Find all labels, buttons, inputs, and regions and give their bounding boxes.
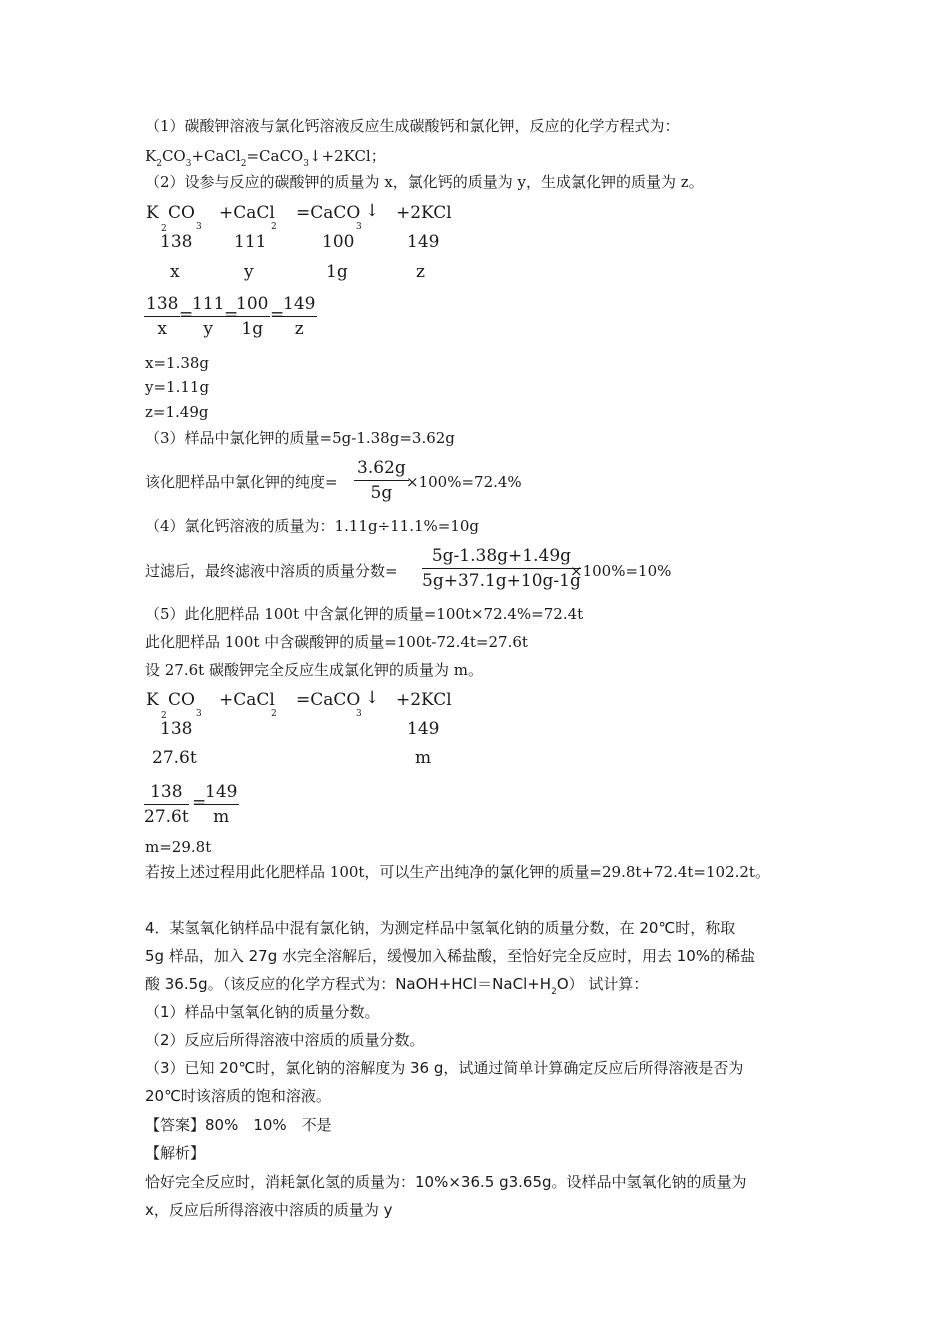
denominator: 5g+37.1g+10g-1g — [422, 571, 581, 591]
q4-question3-cont: 20℃时该溶质的饱和溶液。 — [145, 1087, 331, 1105]
eq-sub: 2 — [240, 159, 247, 169]
result-z: z=1.49g — [145, 403, 209, 421]
result-x: x=1.38g — [145, 354, 210, 372]
var-value: m — [415, 748, 432, 768]
eq-k: K — [146, 203, 159, 223]
down-arrow-icon: ↓ — [365, 688, 380, 708]
mass-value: 111 — [234, 232, 267, 252]
eq-cacl: +CaCl — [191, 147, 241, 165]
eq-cacl: +CaCl — [219, 203, 275, 223]
step4-text: （4）氯化钙溶液的质量为：1.11g÷11.1%=10g — [145, 517, 480, 535]
q4-question1: （1）样品中氢氧化钠的质量分数。 — [145, 1003, 380, 1021]
fraction-suffix: ×100%=10% — [570, 562, 672, 580]
eq-kcl: ↓+2KCl； — [308, 147, 386, 165]
step3-text: （3）样品中氯化钾的质量=5g-1.38g=3.62g — [145, 429, 455, 447]
q4-stem-text: O） 试计算： — [556, 975, 649, 993]
eq-sub: 3 — [196, 709, 202, 719]
step1-equation — [145, 146, 386, 169]
eq-kcl: +2KCl — [396, 203, 452, 223]
mass-value: 149 — [407, 232, 440, 252]
var-value: y — [244, 262, 254, 282]
eq-co: CO — [168, 690, 195, 710]
eq-k: K — [146, 690, 159, 710]
fraction — [203, 780, 239, 829]
q4-stem-text: 酸 36.5g。（该反应的化学方程式为：NaOH+HCl＝NaCl+H — [145, 975, 552, 993]
q4-question3: （3）已知 20℃时，氯化钠的溶解度为 36 g，试通过简单计算确定反应后所得溶液是否为 — [145, 1059, 744, 1077]
numerator: 100 — [234, 292, 270, 317]
var-value: 1g — [326, 262, 348, 282]
eq-sub: 2 — [156, 159, 162, 169]
fraction — [144, 780, 189, 829]
eq-sub: 2 — [551, 987, 557, 997]
down-arrow-icon: ↓ — [365, 201, 380, 221]
eq-caco: =CaCO — [246, 147, 304, 165]
q4-stem-line1: 4．某氢氧化钠样品中混有氯化钠，为测定样品中氢氧化钠的质量分数，在 20℃时，称取 — [145, 919, 736, 937]
numerator: 138 — [144, 780, 189, 805]
q4-stem-line2: 5g 样品，加入 27g 水完全溶解后，缓慢加入稀盐酸，至恰好完全反应时，用去 10%的稀盐 — [145, 947, 756, 965]
eq-caco: =CaCO — [296, 690, 361, 710]
fraction-solute — [422, 544, 581, 593]
mass-value: 138 — [160, 719, 193, 739]
mass-value: 149 — [407, 719, 440, 739]
q4-analysis-heading: 【解析】 — [145, 1144, 206, 1162]
denominator: 1g — [241, 319, 264, 339]
numerator: 5g-1.38g+1.49g — [422, 544, 581, 569]
fraction — [190, 292, 226, 341]
eq-sub: 3 — [356, 222, 362, 232]
purity-suffix: ×100%=72.4% — [406, 473, 522, 491]
eq-sub: 2 — [161, 224, 167, 234]
eq-caco: =CaCO — [296, 203, 361, 223]
eq-co: CO — [168, 203, 195, 223]
var-value: x — [170, 262, 180, 282]
result-y: y=1.11g — [145, 378, 210, 396]
fraction-prefix: 过滤后，最终滤液中溶质的质量分数= — [145, 562, 398, 580]
step2-text: （2）设参与反应的碳酸钾的质量为 x，氯化钙的质量为 y，生成氯化钾的质量为 z。 — [145, 173, 704, 191]
step1-text: （1）碳酸钾溶液与氯化钙溶液反应生成碳酸钙和氯化钾，反应的化学方程式为： — [145, 117, 680, 135]
eq-sub: 2 — [161, 711, 167, 721]
denominator: z — [294, 319, 304, 339]
var-value: z — [416, 262, 425, 282]
numerator: 149 — [203, 780, 239, 805]
mass-value: 138 — [160, 232, 193, 252]
eq-sub: 3 — [303, 159, 309, 169]
q4-answer: 【答案】80% 10% 不是 — [145, 1116, 332, 1134]
numerator: 3.62g — [354, 456, 409, 481]
numerator: 111 — [190, 292, 226, 317]
equals-sign: = — [270, 305, 285, 325]
denominator: y — [203, 319, 214, 339]
q4-solution-line1: 恰好完全反应时，消耗氯化氢的质量为：10%×36.5 g3.65g。设样品中氢氧化钠的质量为 — [145, 1173, 747, 1191]
eq-sub: 3 — [185, 159, 192, 169]
purity-fraction — [354, 456, 409, 505]
eq-sub: 3 — [356, 709, 362, 719]
equals-sign: = — [179, 305, 194, 325]
denominator: m — [213, 807, 230, 827]
q4-stem-line3 — [145, 974, 648, 997]
equals-sign: = — [224, 305, 239, 325]
equals-sign: = — [192, 793, 207, 813]
mass-value: 100 — [322, 232, 355, 252]
step5-text: 此化肥样品 100t 中含碳酸钾的质量=100t-72.4t=27.6t — [145, 633, 528, 651]
step5-conclusion: 若按上述过程用此化肥样品 100t，可以生产出纯净的氯化钾的质量=29.8t+72.4t=102.2t。 — [145, 863, 770, 881]
eq-kcl: +2KCl — [396, 690, 452, 710]
step5-text: （5）此化肥样品 100t 中含氯化钾的质量=100t×72.4%=72.4t — [145, 605, 584, 623]
numerator: 149 — [281, 292, 317, 317]
numerator: 138 — [144, 292, 180, 317]
eq-cacl: +CaCl — [219, 690, 275, 710]
fraction — [281, 292, 317, 341]
result-m: m=29.8t — [145, 838, 212, 856]
step5-text: 设 27.6t 碳酸钾完全反应生成氯化钾的质量为 m。 — [145, 661, 483, 679]
q4-question2: （2）反应后所得溶液中溶质的质量分数。 — [145, 1031, 425, 1049]
fraction — [234, 292, 270, 341]
var-value: 27.6t — [152, 748, 197, 768]
eq-sub: 2 — [271, 222, 277, 232]
eq-co: CO — [161, 147, 186, 165]
eq-k: K — [145, 147, 157, 165]
purity-prefix: 该化肥样品中氯化钾的纯度= — [145, 473, 338, 491]
q4-solution-line2: x，反应后所得溶液中溶质的质量为 y — [145, 1201, 393, 1219]
denominator: x — [157, 319, 168, 339]
fraction — [144, 292, 180, 341]
eq-sub: 2 — [271, 709, 277, 719]
eq-sub: 3 — [196, 222, 202, 232]
denominator: 5g — [370, 483, 393, 503]
denominator: 27.6t — [144, 807, 189, 827]
